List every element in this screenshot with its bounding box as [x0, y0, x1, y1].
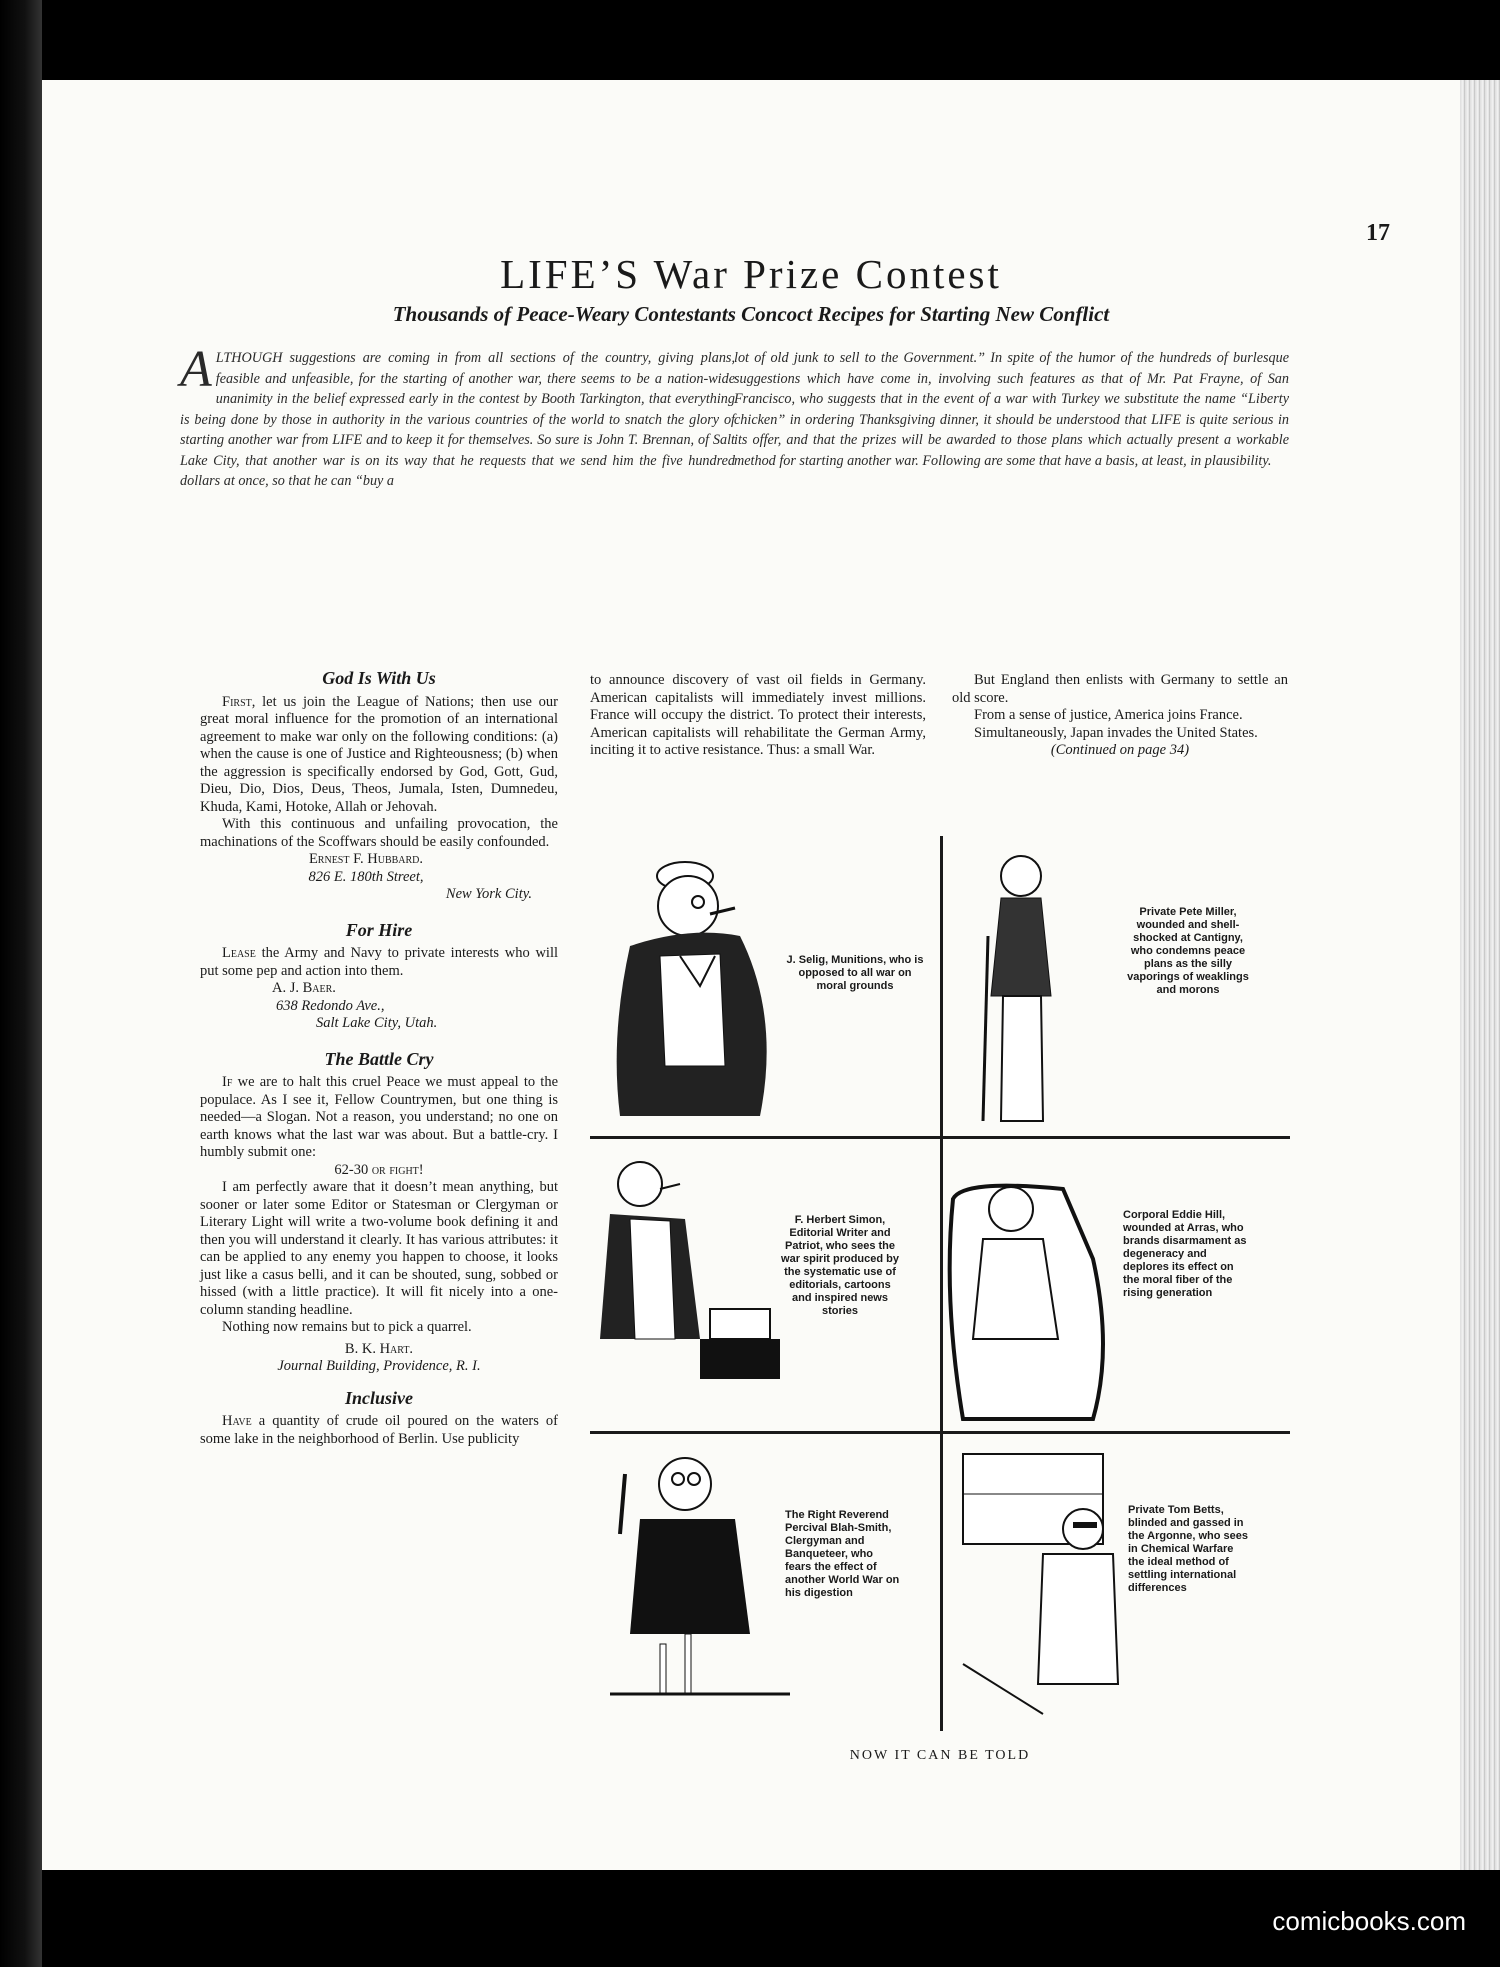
- caption-betts: Private Tom Betts, blinded and gassed in the Argonne, who sees in Chemical Warfare the ideal method of settling international differences: [1128, 1504, 1249, 1594]
- cartoon-private-betts: [943, 1434, 1291, 1724]
- col2-paragraph: to announce discovery of vast oil fields in Germany. American capitalists will immediately invest millions. France will occupy the district. To protect their interests, American capitalists will rehabilitate the German Army, inciting it to active resistance. Thus: a small War.: [590, 672, 926, 758]
- column-one: [200, 670, 558, 1448]
- drop-cap: A: [180, 341, 212, 398]
- page-edges: [1460, 80, 1500, 1870]
- column-two-text: [590, 672, 926, 760]
- inclusive-paragraph: Have a quantity of crude oil poured on the waters of some lake in the neighborhood of Berlin. Use publicity: [200, 1413, 558, 1447]
- cartoon-grid: [590, 836, 1290, 1726]
- intro-right: lot of old junk to sell to the Government.” In spite of the humor of the hundreds of burlesque suggestions which have come in, involving such features as that of Mr. Pat Frayne, of San Francisco, who suggests that in the event of a war with Turkey we substitute the name “Liberty chicken” in ordering Thanksgiving dinner, it should be understood that LIFE is quite serious in its offer, and that the prizes will be awarded to those plans which actually present a workable method for starting another war. Following are some that have a basis, at least, in plausibility.: [734, 350, 1289, 469]
- caption-munitions: J. Selig, Munitions, who is opposed to all war on moral grounds: [786, 954, 924, 992]
- battle-paragraph-3: Nothing now remains but to pick a quarrel.: [222, 1319, 472, 1335]
- column-three-text: [952, 672, 1288, 760]
- page-number: 17: [1366, 220, 1390, 246]
- watermark: comicbooks.com: [1272, 1906, 1466, 1936]
- cartoon-reverend: [590, 1434, 938, 1724]
- article-title: LIFE’S War Prize Contest: [500, 251, 1002, 297]
- cartoon-munitions: [590, 836, 938, 1126]
- cartoon-series-caption: NOW IT CAN BE TOLD: [849, 1748, 1031, 1763]
- caption-editorial-writer: F. Herbert Simon, Editorial Writer and Patriot, who sees the war spirit produced by the systematic use of editorials, cartoons and inspired news stories: [781, 1214, 899, 1317]
- article-subtitle: Thousands of Peace-Weary Contestants Concoct Recipes for Starting New Conflict: [392, 302, 1110, 326]
- caption-hill: Corporal Eddie Hill, wounded at Arras, who brands disarmament as degeneracy and deplores its effect on the moral fiber of the rising generation: [1123, 1209, 1247, 1299]
- caption-miller: Private Pete Miller, wounded and shell-shocked at Cantigny, who condemns peace plans as the silly vaporings of weaklings and morons: [1127, 906, 1249, 996]
- heading-battle-cry: The Battle Cry: [324, 1048, 434, 1069]
- continued-note: (Continued on page 34): [1050, 742, 1190, 758]
- intro-left: [180, 341, 735, 492]
- god-signature: Ernest F. Hubbard. 826 E. 180th Street, New York City.: [308, 851, 532, 902]
- caption-reverend: The Right Reverend Percival Blah-Smith, Clergyman and Banqueteer, who fears the effect of another World War on his digestion: [785, 1509, 900, 1599]
- col3-paragraph-2: From a sense of justice, America joins France.: [974, 707, 1243, 723]
- god-paragraph-2: With this continuous and unfailing provocation, the machinations of the Scoffwars should be easily confounded.: [200, 816, 558, 850]
- intro-left-text: LTHOUGH suggestions are coming in from all sections of the country, giving plans, feasible and unfeasible, for the starting of another war, there seems to be a nation-wide unanimity in the belief expressed early in the contest by Booth Tarkington, that everything is being done by those in authority in the various countries of the world to snatch the glory of starting another war from LIFE and to keep it for themselves. So sure is John T. Brennan, of Salt Lake City, that another war is on its way that he requests that we send him the five hundred dollars at once, so that he can “buy a: [180, 350, 735, 489]
- col3-paragraph-3: Simultaneously, Japan invades the United States.: [974, 724, 1258, 741]
- cartoon-corporal-hill: [943, 1139, 1291, 1429]
- hire-paragraph: Lease the Army and Navy to private interests who will put some pep and action into them.: [200, 945, 558, 979]
- god-paragraph-1: First, let us join the League of Nations; then use our great moral influence for the promotion of an international agreement to make war only on the following conditions: (a) when the cause is one of Justice and Righteousness; (b) when the aggression is specifically endorsed by God, Gott, Gud, Dieu, Dio, Dios, Deus, Theos, Jumala, Isten, Dumnedeu, Khuda, Kami, Hotoke, Allah or Jehovah.: [200, 693, 558, 815]
- battle-paragraph-2: I am perfectly aware that it doesn’t mean anything, but sooner or later some Editor or Statesman or Clergyman or Literary Light will write a two-volume book defining it and then you will understand it clearly. It has various attributes: it can be applied to any enemy you happen to choose, it looks just like a casus belli, and it can be shouted, sung, sobbed or hissed (with a little practice). It will fit nicely into a one-column standing headline.: [200, 1179, 558, 1318]
- magazine-page: [42, 80, 1460, 1870]
- battle-paragraph-1: If we are to halt this cruel Peace we must appeal to the populace. As I see it, Fellow Countrymen, but one thing is needed—a Slogan. Not a reason, you understand; no one on earth knows what the last war was about. But a battle-cry. I humbly submit one:: [200, 1074, 559, 1160]
- battle-slogan: 62-30 or fight!: [334, 1161, 424, 1178]
- col3-paragraph-1: But England then enlists with Germany to settle an old score.: [952, 672, 1288, 706]
- battle-signature: B. K. Hart. Journal Building, Providence, R. I.: [277, 1340, 481, 1374]
- cartoon-editorial-writer: [590, 1139, 938, 1429]
- cartoon-private-miller: [943, 836, 1291, 1126]
- hire-signature: A. J. Baer. 638 Redondo Ave., Salt Lake City, Utah.: [272, 980, 438, 1031]
- heading-god-is-with-us: God Is With Us: [322, 668, 436, 688]
- heading-inclusive: Inclusive: [344, 1387, 413, 1408]
- heading-for-hire: For Hire: [345, 919, 413, 940]
- book-spine: [0, 0, 42, 1967]
